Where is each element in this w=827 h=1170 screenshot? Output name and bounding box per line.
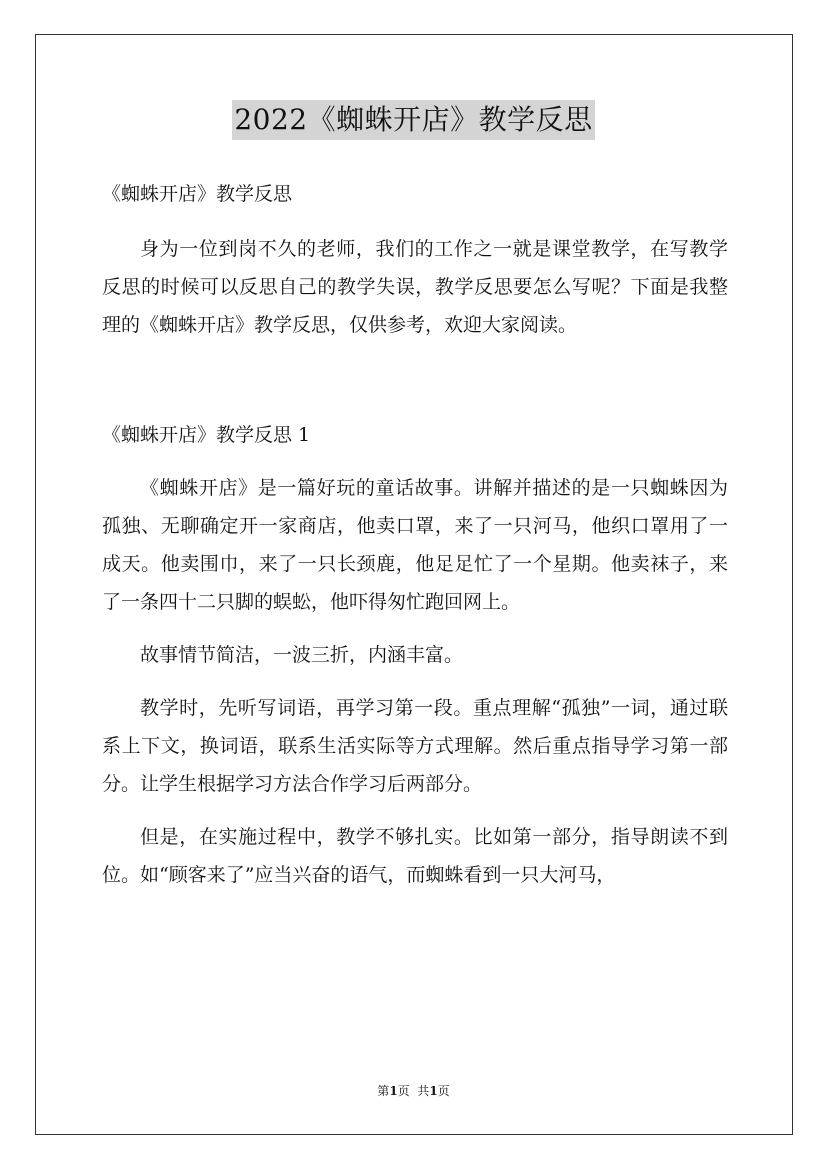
body-paragraph-4: 但是，在实施过程中，教学不够扎实。比如第一部分，指导朗读不到位。如“顾客来了”应当兴奋的语气，而蜘蛛看到一只大河马， <box>102 826 728 886</box>
footer-mid: 页 共 <box>397 1084 430 1098</box>
body-paragraph-2: 故事情节简洁，一波三折，内涵丰富。 <box>140 644 464 666</box>
footer-page-current: 1 <box>389 1084 398 1098</box>
section-heading: 《蜘蛛开店》教学反思 1 <box>102 424 311 446</box>
page-footer <box>0 1082 827 1100</box>
footer-prefix: 第 <box>377 1084 390 1098</box>
footer-page-total: 1 <box>429 1084 438 1098</box>
title-wrap <box>0 100 827 140</box>
document-body <box>102 175 728 894</box>
footer-suffix: 页 <box>437 1084 450 1098</box>
intro-paragraph: 身为一位到岗不久的老师，我们的工作之一就是课堂教学，在写教学反思的时候可以反思自己的教学失误，教学反思要怎么写呢？下面是我整理的《蜘蛛开店》教学反思，仅供参考，欢迎大家阅读。 <box>102 238 728 336</box>
body-paragraph-1: 《蜘蛛开店》是一篇好玩的童话故事。讲解并描述的是一只蜘蛛因为孤独、无聊确定开一家商店，他卖口罩，来了一只河马，他织口罩用了一成天。他卖围巾，来了一只长颈鹿，他足足忙了一个星期。他卖袜子，来了一条四十二只脚的蜈蚣，他吓得匆忙跑回网上。 <box>102 477 728 613</box>
document-title: 2022《蜘蛛开店》教学反思 <box>232 100 594 140</box>
document-subtitle: 《蜘蛛开店》教学反思 <box>102 183 293 205</box>
body-paragraph-3: 教学时，先听写词语，再学习第一段。重点理解“孤独”一词，通过联系上下文，换词语，联系生活实际等方式理解。然后重点指导学习第一部分。让学生根据学习方法合作学习后两部分。 <box>102 697 728 795</box>
